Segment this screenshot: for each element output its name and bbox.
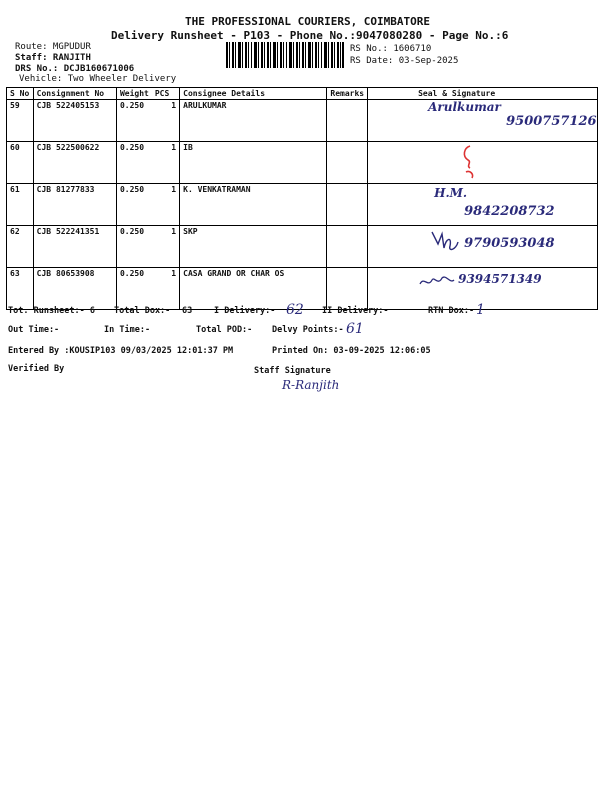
cell-pcs: 1 — [152, 100, 180, 142]
cell-weight: 0.250 — [116, 268, 151, 310]
cell-sno: 60 — [7, 142, 34, 184]
rtn-dox-label: RTN Dox:- — [428, 306, 475, 316]
cell-weight: 0.250 — [116, 226, 151, 268]
in-time-label: In Time:- — [104, 325, 151, 335]
delivery-table — [6, 87, 598, 310]
handwritten-scribble — [428, 228, 462, 256]
handwritten-signature: Arulkumar — [428, 100, 501, 114]
col-sno: S No — [7, 88, 34, 100]
col-weight: Weight — [116, 88, 151, 100]
i-delivery-label: I Delivery:- — [214, 306, 276, 316]
cell-consignment: CJB 522500622 — [33, 142, 116, 184]
rs-number: RS No.: 1606710 — [350, 44, 432, 54]
handwritten-phone: 9500757126 — [506, 114, 597, 129]
cell-consignment: CJB 81277833 — [33, 184, 116, 226]
cell-signature — [368, 226, 598, 268]
out-time-label: Out Time:- — [8, 325, 60, 335]
verified-by: Verified By — [8, 364, 65, 374]
col-remarks: Remarks — [327, 88, 368, 100]
delvy-points-label: Delvy Points:- — [272, 325, 344, 335]
cell-remarks — [327, 184, 368, 226]
cell-sno: 59 — [7, 100, 34, 142]
rs-date: RS Date: 03-Sep-2025 — [350, 56, 459, 66]
cell-pcs: 1 — [152, 226, 180, 268]
barcode-image — [226, 42, 344, 68]
staff-signature-label: Staff Signature — [254, 366, 331, 376]
cell-signature — [368, 184, 598, 226]
ii-delivery-label: II Delivery:- — [322, 306, 389, 316]
cell-consignment: CJB 80653908 — [33, 268, 116, 310]
total-runsheet: Tot. Runsheet:- 6 — [8, 306, 95, 316]
cell-consignee: IB — [180, 142, 327, 184]
cell-consignee: ARULKUMAR — [180, 100, 327, 142]
printed-on: Printed On: 03-09-2025 12:06:05 — [272, 346, 431, 356]
cell-sno: 62 — [7, 226, 34, 268]
handwritten-phone: 9842208732 — [464, 204, 555, 219]
cell-signature — [368, 100, 598, 142]
drs-label: DRS No.: DCJB160671006 — [15, 64, 135, 74]
handwritten-phone: 9394571349 — [458, 272, 542, 286]
company-title: THE PROFESSIONAL COURIERS, COIMBATORE — [185, 15, 431, 28]
cell-sno: 61 — [7, 184, 34, 226]
table-row — [7, 100, 598, 142]
cell-consignee: SKP — [180, 226, 327, 268]
cell-consignee: K. VENKATRAMAN — [180, 184, 327, 226]
handwritten-signature: H.M. — [434, 186, 468, 200]
staff-label: Staff: RANJITH — [15, 53, 91, 63]
rtn-dox-value: 1 — [476, 302, 485, 318]
cell-remarks — [327, 142, 368, 184]
cell-consignment: CJB 522405153 — [33, 100, 116, 142]
cell-remarks — [327, 100, 368, 142]
cell-pcs: 1 — [152, 142, 180, 184]
cell-weight: 0.250 — [116, 142, 151, 184]
i-delivery-value: 62 — [286, 302, 304, 318]
route-label: Route: MGPUDUR — [15, 42, 91, 52]
cell-signature — [368, 142, 598, 184]
cell-remarks — [327, 226, 368, 268]
seal-mark — [460, 144, 480, 180]
cell-weight: 0.250 — [116, 184, 151, 226]
delvy-points-value: 61 — [346, 321, 364, 337]
col-signature: Seal & Signature — [368, 88, 598, 100]
cell-consignment: CJB 522241351 — [33, 226, 116, 268]
total-dox-label: Total Dox:- — [114, 306, 171, 316]
vehicle-label: Vehicle: Two Wheeler Delivery — [19, 74, 177, 84]
runsheet-subtitle: Delivery Runsheet - P103 - Phone No.:9047080280 - Page No.:6 — [111, 29, 509, 42]
table-row — [7, 142, 598, 184]
cell-remarks — [327, 268, 368, 310]
table-row — [7, 184, 598, 226]
col-pcs: PCS — [152, 88, 180, 100]
table-header-row — [7, 88, 598, 100]
staff-signature-hand: R-Ranjith — [282, 378, 340, 392]
cell-consignee: CASA GRAND OR CHAR OS — [180, 268, 327, 310]
handwritten-phone: 9790593048 — [464, 236, 555, 251]
handwritten-scribble — [416, 270, 458, 294]
total-pod-label: Total POD:- — [196, 325, 253, 335]
entered-by: Entered By :KOUSIP103 09/03/2025 12:01:37 PM — [8, 346, 234, 356]
col-consignee: Consignee Details — [180, 88, 327, 100]
cell-weight: 0.250 — [116, 100, 151, 142]
col-consignment: Consignment No — [33, 88, 116, 100]
cell-pcs: 1 — [152, 268, 180, 310]
table-row — [7, 226, 598, 268]
cell-pcs: 1 — [152, 184, 180, 226]
total-dox-value: 63 — [182, 306, 193, 316]
cell-sno: 63 — [7, 268, 34, 310]
